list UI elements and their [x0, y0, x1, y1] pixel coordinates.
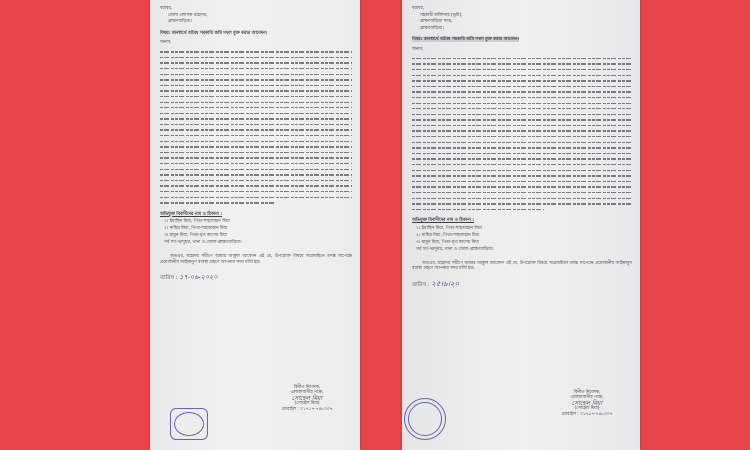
- accused-address: সর্ব সাং-ভাদুঘর, থানা ও জেলা-ব্রাহ্মণবাড়িয়া।: [416, 247, 494, 253]
- signature-name: সোহেল মিয়া: [571, 399, 603, 407]
- sign-line: বিনীত নিবেদক,: [573, 390, 601, 395]
- letter-photo-right: [402, 0, 640, 450]
- closing-paragraph: অতএব, মহোদয় সমীপে আমার আকুল আবেদন এই যে, উপরোক্ত বিষয়ে সরেজমিনে তদন্ত সাপেক্ষে প্রয়োজনীয় আইনানুগ ব্যবস্থা গ্রহণে আপনার সদয় মর্জি হয়।: [412, 260, 632, 272]
- signature-block: [262, 385, 352, 412]
- sign-line: এলাকাবাসীর পক্ষে,: [290, 390, 324, 396]
- accused-item: ২। নাছির মিয়া, পিতা-শাহজাহান মিয়া: [416, 232, 480, 238]
- signature-block: [542, 390, 632, 417]
- body-text-line: [412, 207, 544, 213]
- accused-list: [412, 226, 632, 253]
- subject-line: বিষয়: জনস্বার্থে অবৈধ সরকারি জমি দখল মুক্ত করার আবেদন।: [160, 30, 268, 36]
- subject-line: [412, 37, 632, 43]
- body-paragraph: [412, 56, 632, 213]
- date-row: [160, 275, 352, 282]
- closing-paragraph: অতএব, মহোদয় সমীপে আমার আকুল আবেদন এই যে, উপরোক্ত বিষয়ে সরেজমিনে তদন্ত সাপেক্ষে প্রয়োজনীয় আইনানুগ ব্যবস্থা গ্রহণে আপনার সদয় মর্জি হয়।: [160, 254, 352, 265]
- accused-item: ১। ইয়াছিন মিয়া, পিতা-শাহজাহান মিয়া: [416, 225, 482, 231]
- accused-item: ২। নাছির মিয়া, পিতা-শাহজাহান মিয়া: [164, 226, 228, 232]
- stamp-mark: [170, 408, 208, 440]
- sign-line: মোবাইল : ০১৭১৭-৭৪৮০০৭: [561, 411, 613, 417]
- accused-item: ১। ইয়াছিন মিয়া, পিতা-শাহজাহান মিয়া: [164, 219, 230, 225]
- accused-item: ৩। মামুন মিয়া, পিতা-মৃত কাসেম মিয়া: [164, 233, 227, 239]
- recipient-place: ব্রাহ্মণবাড়িয়া সদর,: [420, 19, 453, 25]
- sign-line: এলাকাবাসীর পক্ষে,: [570, 395, 604, 401]
- recipient-title: সহকারী কমিশনার (ভূমি),: [420, 12, 463, 18]
- accused-address: সর্ব সাং-ভাদুঘর, থানা ও জেলা-ব্রাহ্মণবাড়িয়া।: [164, 240, 242, 246]
- accused-list: [160, 219, 352, 246]
- accused-heading: অভিযুক্ত বিবাদীদের নাম ও ঠিকানা :: [160, 211, 223, 217]
- body-paragraph: [160, 49, 352, 206]
- date-label: তারিখ :: [412, 281, 430, 288]
- to-label: বরাবর,: [412, 6, 425, 11]
- letter-photo-left: [150, 0, 360, 450]
- date-handwritten: ১৭-০৬-২০২০: [179, 273, 218, 282]
- sign-line: (সোহেল মিয়া): [574, 406, 600, 412]
- body-text-line: [160, 200, 275, 206]
- letter-content: [160, 6, 352, 282]
- salutation: জনাব,: [412, 46, 424, 52]
- recipient-place: ব্রাহ্মণবাড়িয়া।: [168, 19, 192, 25]
- round-stamp-mark: [404, 398, 446, 440]
- sign-line: (সোহেল মিয়া): [294, 401, 320, 407]
- recipient-title: জেলা প্রশাসক মহোদয়,: [168, 12, 208, 18]
- recipient-place-2: ব্রাহ্মণবাড়িয়া।: [420, 25, 444, 31]
- accused-heading: অভিযুক্ত বিবাদীদের নাম ও ঠিকানা :: [412, 218, 475, 224]
- subject-text: বিষয়: জনস্বার্থে অবৈধ সরকারি জমি দখল মুক্ত করার আবেদন।: [412, 37, 520, 43]
- sign-line: মোবাইল : ০১৭১৭-৭৪৮০০৭: [281, 406, 333, 412]
- to-label: বরাবর,: [160, 6, 173, 11]
- signature-name: সোহেল মিয়া: [291, 394, 323, 402]
- letter-content: [412, 6, 632, 288]
- salutation: জনাব,: [160, 40, 172, 46]
- accused-item: ৩। মামুন মিয়া, পিতা-মৃত কাসেম মিয়া: [416, 239, 479, 245]
- date-row: [412, 279, 632, 289]
- date-handwritten: ২৫।৬।২০: [431, 279, 460, 288]
- sign-line: বিনীত নিবেদক,: [293, 385, 321, 390]
- date-label: তারিখ :: [160, 275, 178, 282]
